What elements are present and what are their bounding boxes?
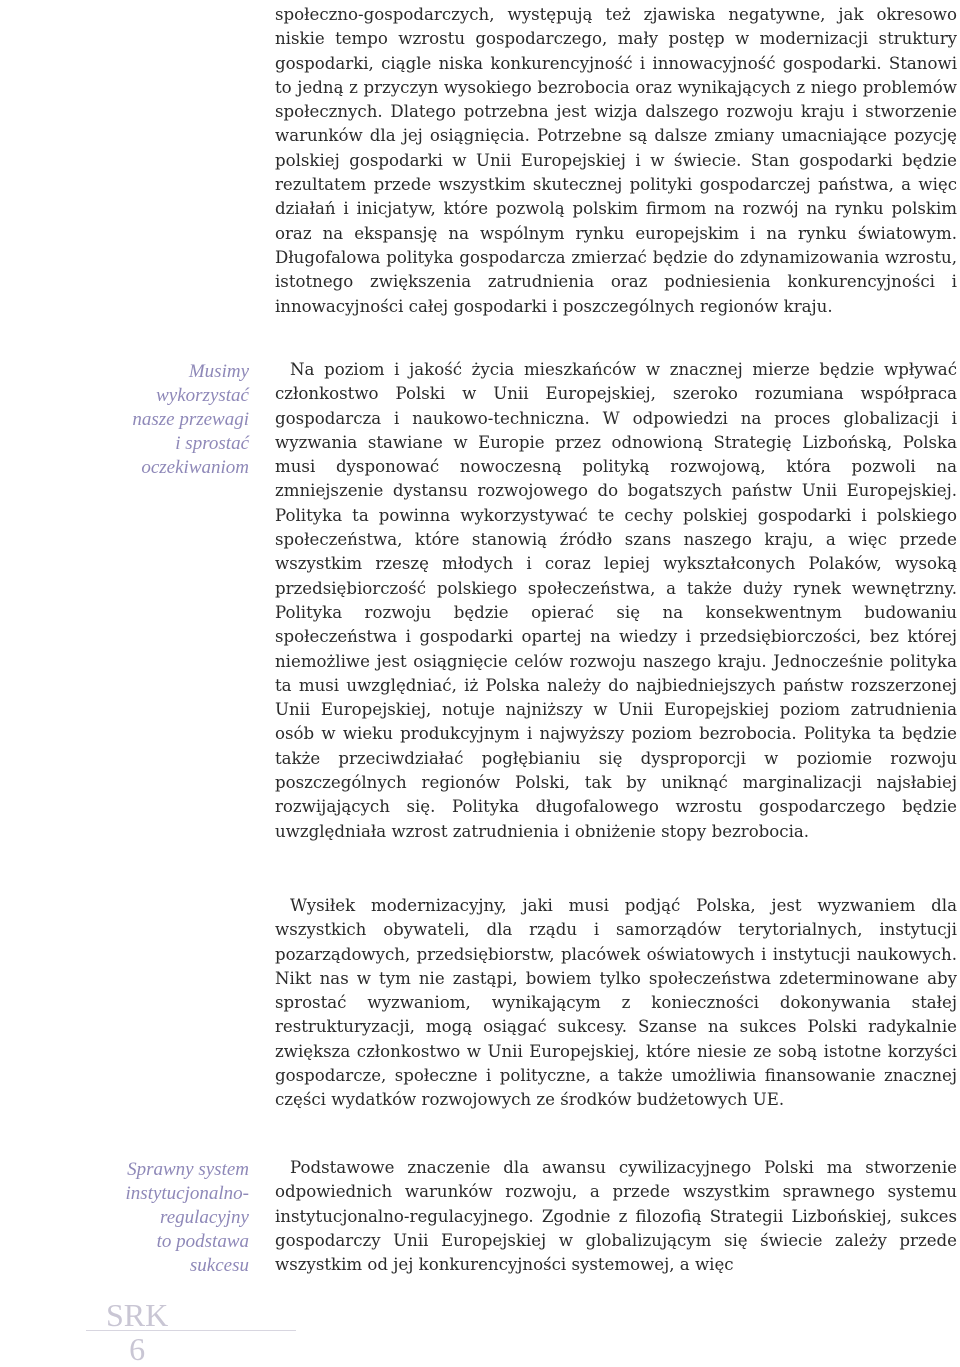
margin-note-line: instytucjonalno- bbox=[125, 1183, 249, 1204]
body-paragraph-4: Podstawowe znaczenie dla awansu cywilizacyjnego Polski ma stworzenie odpowiednich warunków rozwoju, a przede wszystkim sprawnego systemu instytucjonalno-regulacyjnego. Zgodnie z filozofią Strategii Lizbońskiej, sukces gospodarczy Unii Europejskiej w globalizującym się świecie zależy przede wszystkim od jej konkurencyjności systemowej, a więc bbox=[275, 1158, 957, 1275]
margin-note-line: oczekiwaniom bbox=[141, 457, 249, 478]
margin-note-line: regulacyjny bbox=[160, 1207, 249, 1228]
margin-note-line: Musimy bbox=[188, 361, 249, 382]
margin-note-line: i sprostać bbox=[175, 433, 249, 454]
body-paragraph-1: społeczno-gospodarczych, występują też zjawiska negatywne, jak okresowo niskie tempo wzrostu gospodarczego, mały postęp w modernizacji struktury gospodarki, ciągle niska konkurencyjność i innowacyjność gospodarki. Stanowi to jedną z przyczyn wysokiego bezrobocia oraz wynikających z niego problemów społecznych. Dlatego potrzebna jest wizja dalszego rozwoju kraju i stworzenie warunków dla jej osiągnięcia. Potrzebne są dalsze zmiany umacniające pozycję polskiej gospodarki w Unii Europejskiej i w świecie. Stan gospodarki będzie rezultatem przede wszystkim skutecznej polityki gospodarczej państwa, a więc działań i inicjatyw, które pozwolą polskim firmom na rozwój na rynku polskim oraz na ekspansję na wspólnym rynku europejskim i na rynku światowym. Długofalowa polityka gospodarcza zmierzać będzie do zdynamizowania wzrostu, istotnego zwiększenia zatrudnienia oraz podniesienia konkurencyjności i innowacyjności całej gospodarki i poszczególnych regionów kraju. bbox=[275, 5, 957, 316]
margin-note-line: sukcesu bbox=[189, 1255, 249, 1276]
margin-note-line: to podstawa bbox=[156, 1231, 249, 1252]
margin-note-musimy bbox=[69, 360, 249, 480]
margin-note-line: nasze przewagi bbox=[132, 409, 249, 430]
page-footer bbox=[106, 1298, 168, 1366]
margin-note-line: Sprawny system bbox=[127, 1159, 249, 1180]
page-number: 6 bbox=[129, 1331, 146, 1367]
margin-note-line: wykorzystać bbox=[156, 385, 249, 406]
body-paragraph-3: Wysiłek modernizacyjny, jaki musi podjąć Polska, jest wyzwaniem dla wszystkich obywateli, dla rządu i samorządów terytorialnych, instytucji pozarządowych, przedsiębiorstw, placówek oświatowych i instytucji naukowych. Nikt nas w tym nie zastąpi, bowiem tylko społeczeństwa zdeterminowane aby sprostać wyzwaniom, wynikającym z konieczności dokonywania stałej restrukturyzacji, mogą osiągać sukcesy. Szanse na sukces Polski radykalnie zwiększa członkostwo w Unii Europejskiej, które niesie ze sobą istotne korzyści gospodarcze, społeczne i polityczne, a także umożliwia finansowanie znacznej części wydatków rozwojowych ze środków budżetowych UE. bbox=[275, 896, 957, 1110]
body-paragraph-2: Na poziom i jakość życia mieszkańców w znacznej mierze będzie wpływać członkostwo Polski w Unii Europejskiej, szeroko rozumiana współpraca gospodarcza i naukowo-techniczna. W odpowiedzi na proces globalizacji i wyzwania stawiane w Europie przez odnowioną Strategię Lizbońską, Polska musi dysponować nowoczesną polityką rozwojową, która pozwoli na zmniejszenie dystansu rozwojowego do bogatszych państw Unii Europejskiej. Polityka ta powinna wykorzystywać te cechy polskiej gospodarki i polskiego społeczeństwa, które stanowią źródło szans naszego kraju, a więc przede wszystkim rzeszę młodych i coraz lepiej wykształconych Polaków, wysoką przedsiębiorczość polskiego społeczeństwa, a także duży rynek wewnętrzny. Polityka rozwoju będzie opierać się na konsekwentnym budowaniu społeczeństwa i gospodarki opartej na wiedzy i przedsiębiorczości, bez której niemożliwe jest osiągnięcie celów rozwoju naszego kraju. Jednocześnie polityka ta musi uwzględniać, iż Polska należy do najbiedniejszych państw rozszerzonej Unii Europejskiej, notuje najniższy w Unii Europejskiej poziom zatrudnienia osób w wieku produkcyjnym i najwyższy poziom bezrobocia. Polityka ta będzie także przeciwdziałać pogłębianiu się dysproporcji w poziomie rozwoju poszczególnych regionów Polski, tak by uniknąć marginalizacji najsłabiej rozwijających się. Polityka długofalowego wzrostu gospodarczego będzie uwzględniała wzrost zatrudnienia i obniżenie stopy bezrobocia. bbox=[275, 360, 957, 841]
margin-note-sprawny-system bbox=[69, 1158, 249, 1278]
footer-label: SRK bbox=[106, 1297, 169, 1333]
